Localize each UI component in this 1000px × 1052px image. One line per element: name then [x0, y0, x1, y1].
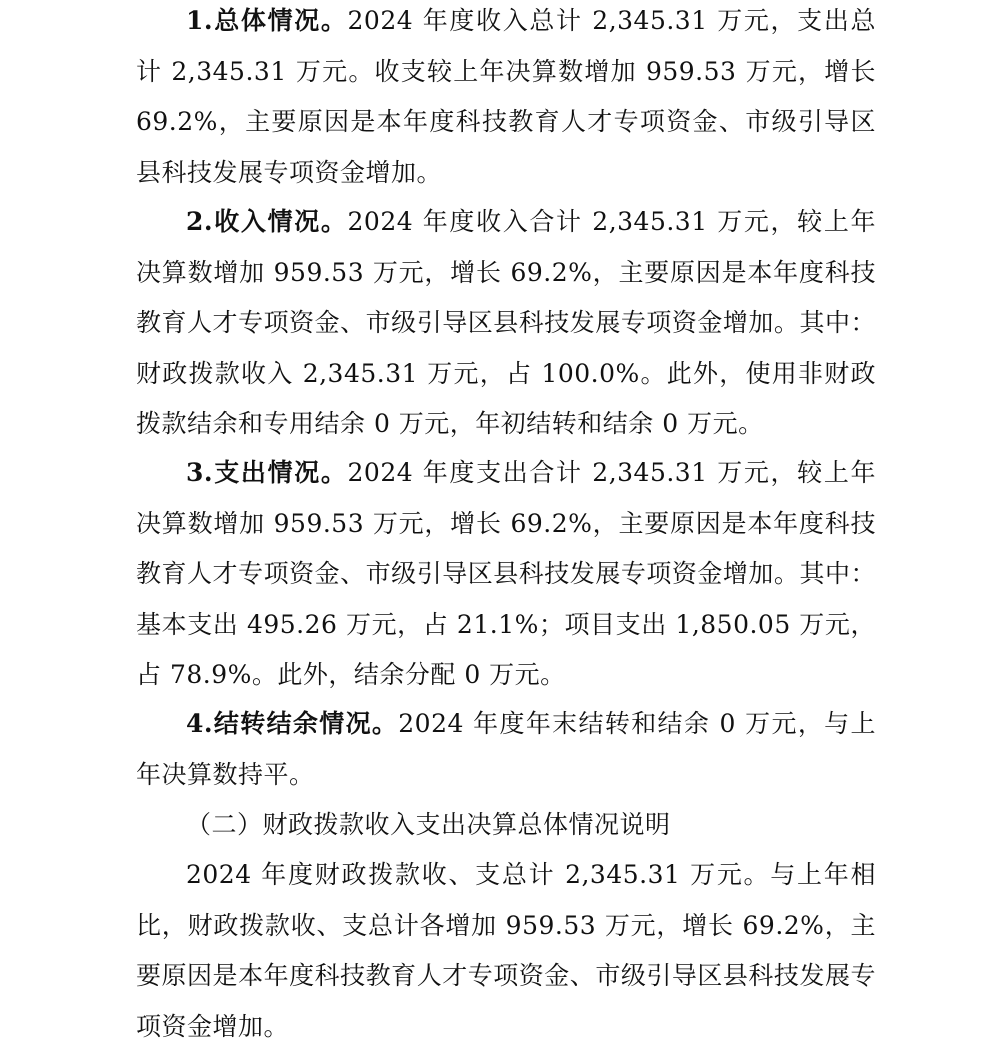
paragraph-fiscal-summary: 2024 年度财政拨款收、支总计 2,345.31 万元。与上年相比，财政拨款收、支总计各增加 959.53 万元，增长 69.2%，主要原因是本年度科技教育人才专项资金、市级引导区县科技发展专项资金增加。	[136, 860, 876, 1041]
paragraph-heading: 1.总体情况。	[186, 6, 348, 35]
paragraph-overall	[136, 0, 876, 198]
paragraph-income	[136, 197, 876, 450]
paragraph-text: 2024 年度支出合计 2,345.31 万元，较上年决算数增加 959.53 万元，增长 69.2%，主要原因是本年度科技教育人才专项资金、市级引导区县科技发展专项资金增加。其中：基本支出 495.26 万元，占 21.1%；项目支出 1,850.05 万元，占 78.9%。此外，结余分配 0 万元。	[136, 458, 876, 689]
section-heading: （二）财政拨款收入支出决算总体情况说明	[186, 810, 671, 839]
paragraph-heading: 4.结转结余情况。	[186, 709, 399, 738]
paragraph-text: 2024 年度收入总计 2,345.31 万元，支出总计 2,345.31 万元。收支较上年决算数增加 959.53 万元，增长 69.2%，主要原因是本年度科技教育人才专项资金、市级引导区县科技发展专项资金增加。	[136, 6, 876, 187]
paragraph-heading: 3.支出情况。	[186, 458, 348, 487]
paragraph-expenditure	[136, 448, 876, 701]
paragraph-carryover	[136, 699, 876, 800]
paragraph-text: 2024 年度收入合计 2,345.31 万元，较上年决算数增加 959.53 万元，增长 69.2%，主要原因是本年度科技教育人才专项资金、市级引导区县科技发展专项资金增加。其中：财政拨款收入 2,345.31 万元，占 100.0%。此外，使用非财政拨款结余和专用结余 0 万元，年初结转和结余 0 万元。	[136, 207, 876, 438]
paragraph-text: 2024 年度年末结转和结余 0 万元，与上年决算数持平。	[136, 709, 876, 789]
paragraph-heading: 2.收入情况。	[186, 207, 348, 236]
